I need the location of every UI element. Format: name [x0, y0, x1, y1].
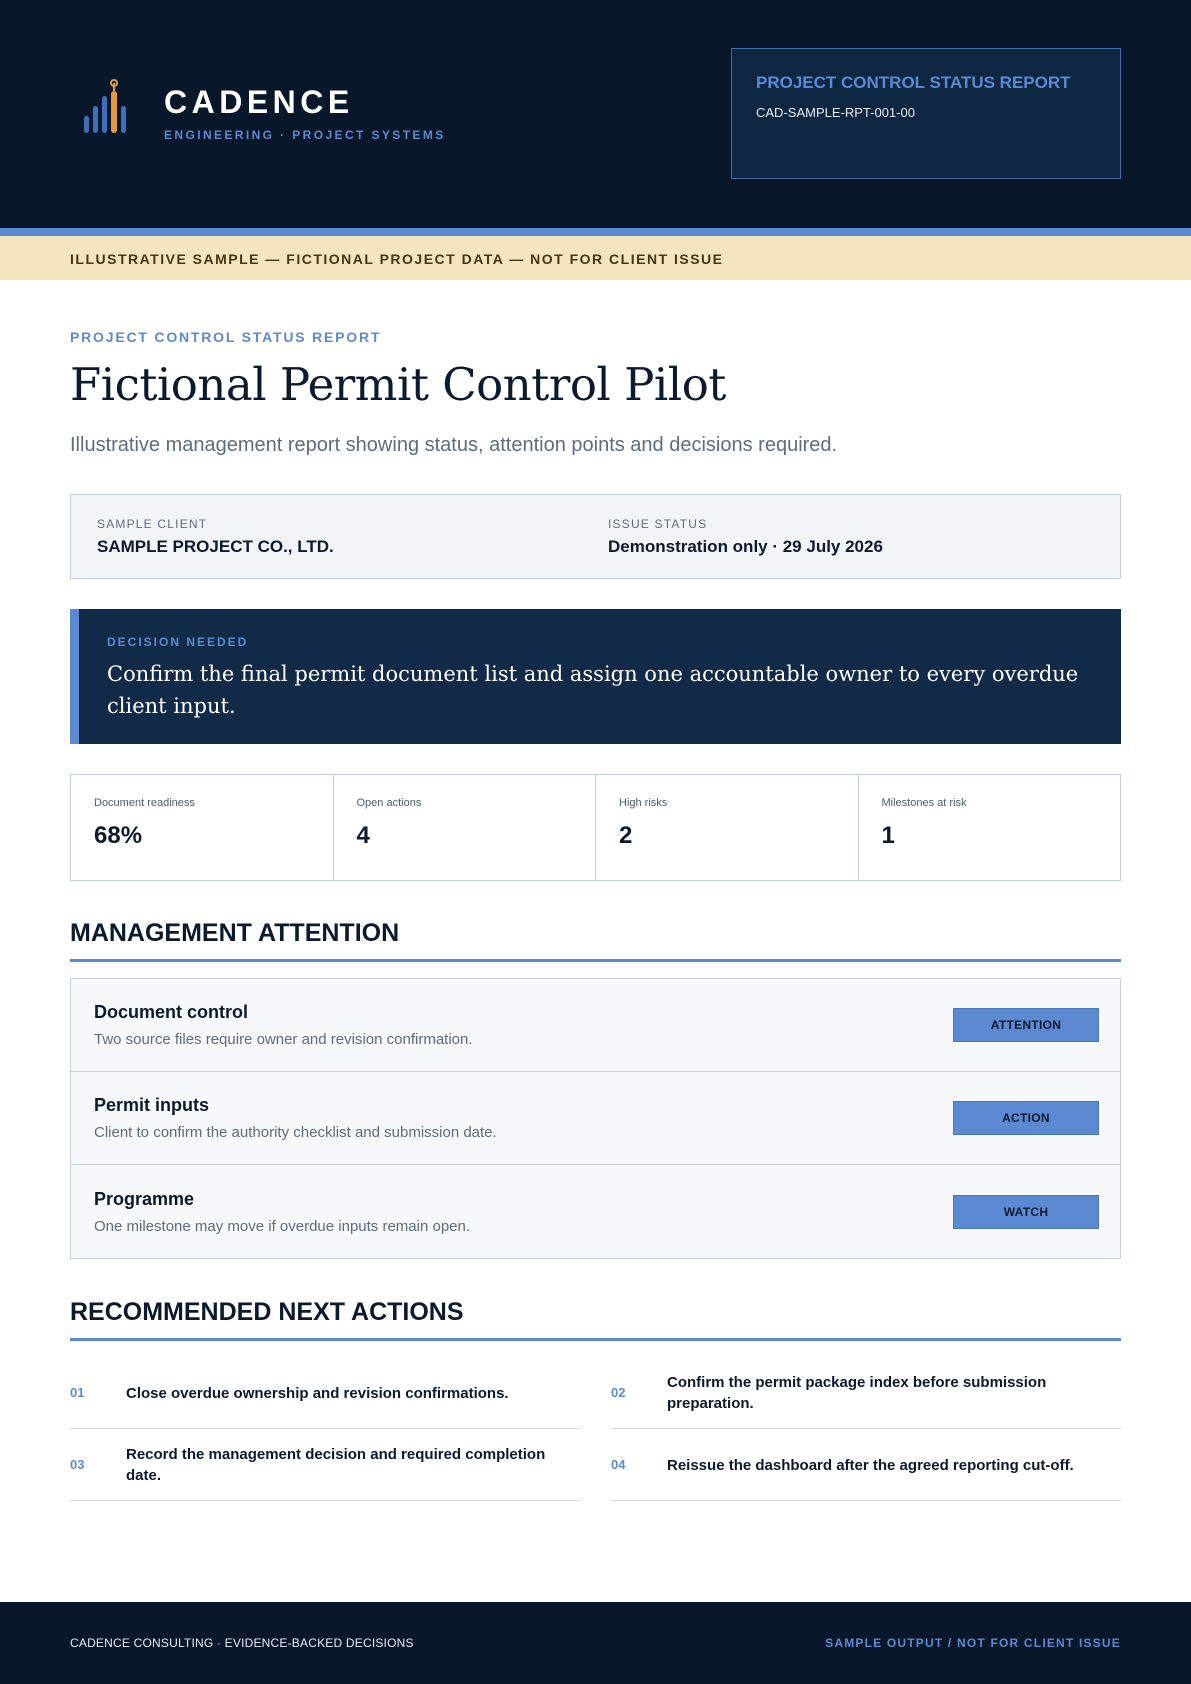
report-box-title: PROJECT CONTROL STATUS REPORT: [756, 73, 1071, 92]
footer-right-text: SAMPLE OUTPUT / NOT FOR CLIENT ISSUE: [825, 1636, 1121, 1650]
attention-item-permit-inputs: [71, 1072, 1120, 1165]
action-text: Record the management decision and required completion date.: [126, 1446, 546, 1484]
report-footer: [0, 1602, 1191, 1684]
decision-panel: [70, 609, 1121, 744]
attention-list: [70, 978, 1121, 1259]
client-value: SAMPLE PROJECT CO., LTD.: [97, 537, 334, 556]
kpi-value: 68%: [94, 822, 143, 849]
kpi-label: High risks: [619, 797, 668, 809]
attention-item-title: Document control: [94, 1002, 249, 1022]
attention-item-description: One milestone may move if overdue inputs remain open.: [94, 1218, 471, 1235]
action-number: 04: [611, 1457, 626, 1472]
status-badge: ATTENTION: [953, 1008, 1099, 1042]
action-text: Close overdue ownership and revision confirmations.: [126, 1384, 509, 1402]
sample-banner-text: ILLUSTRATIVE SAMPLE — FICTIONAL PROJECT DATA — NOT FOR CLIENT ISSUE: [70, 251, 724, 267]
kpi-milestones-at-risk: [859, 775, 1121, 880]
action-number: 03: [70, 1457, 85, 1472]
next-actions-heading: RECOMMENDED NEXT ACTIONS: [70, 1298, 464, 1326]
kpi-document-readiness: [71, 775, 334, 880]
kpi-label: Open actions: [356, 797, 422, 809]
next-action-item: [611, 1429, 1121, 1501]
kpi-value: 4: [356, 822, 370, 849]
decision-label: DECISION NEEDED: [107, 635, 249, 649]
brand-tagline: ENGINEERING · PROJECT SYSTEMS: [164, 128, 446, 142]
kpi-label: Milestones at risk: [881, 797, 967, 809]
kpi-open-actions: [334, 775, 597, 880]
next-action-item: [70, 1357, 580, 1429]
header-accent-rule: [0, 228, 1191, 236]
kpi-high-risks: [596, 775, 859, 880]
report-code: CAD-SAMPLE-RPT-001-00: [756, 105, 915, 120]
status-badge: WATCH: [953, 1195, 1099, 1229]
action-number: 02: [611, 1385, 626, 1400]
next-action-item: [611, 1357, 1121, 1429]
action-text: Confirm the permit package index before submission preparation.: [667, 1374, 1047, 1412]
attention-item-title: Programme: [94, 1189, 195, 1209]
issue-status-value: Demonstration only · 29 July 2026: [608, 537, 883, 556]
footer-left-text: CADENCE CONSULTING · EVIDENCE-BACKED DECISIONS: [70, 1636, 414, 1650]
report-header: [0, 0, 1191, 228]
section-rule: [70, 959, 1121, 962]
management-attention-heading: MANAGEMENT ATTENTION: [70, 919, 400, 947]
meta-box: [70, 494, 1121, 579]
attention-item-document-control: [71, 979, 1120, 1072]
next-action-item: [70, 1429, 580, 1501]
decision-text: Confirm the final permit document list and assign one accountable owner to every overdue client input.: [107, 662, 1079, 718]
status-badge: ACTION: [953, 1101, 1099, 1135]
attention-item-description: Client to confirm the authority checklist and submission date.: [94, 1124, 497, 1141]
kpi-label: Document readiness: [94, 797, 195, 809]
attention-item-programme: [71, 1166, 1120, 1259]
section-rule: [70, 1338, 1121, 1341]
page-title: Fictional Permit Control Pilot: [70, 358, 726, 411]
action-text: Reissue the dashboard after the agreed reporting cut-off.: [667, 1456, 1074, 1474]
sample-banner: [0, 236, 1191, 280]
kpi-strip: [70, 774, 1121, 881]
report-id-box: [731, 48, 1121, 179]
report-eyebrow: PROJECT CONTROL STATUS REPORT: [70, 329, 382, 345]
brand-name: CADENCE: [164, 84, 354, 120]
issue-status-label: ISSUE STATUS: [608, 517, 708, 531]
page-subtitle: Illustrative management report showing status, attention points and decisions required.: [70, 434, 838, 456]
kpi-value: 2: [619, 822, 633, 849]
action-number: 01: [70, 1385, 85, 1400]
kpi-value: 1: [881, 822, 895, 849]
attention-item-description: Two source files require owner and revision confirmation.: [94, 1031, 473, 1048]
attention-item-title: Permit inputs: [94, 1095, 210, 1115]
cadence-logo-icon: [83, 79, 131, 135]
client-label: SAMPLE CLIENT: [97, 517, 208, 531]
